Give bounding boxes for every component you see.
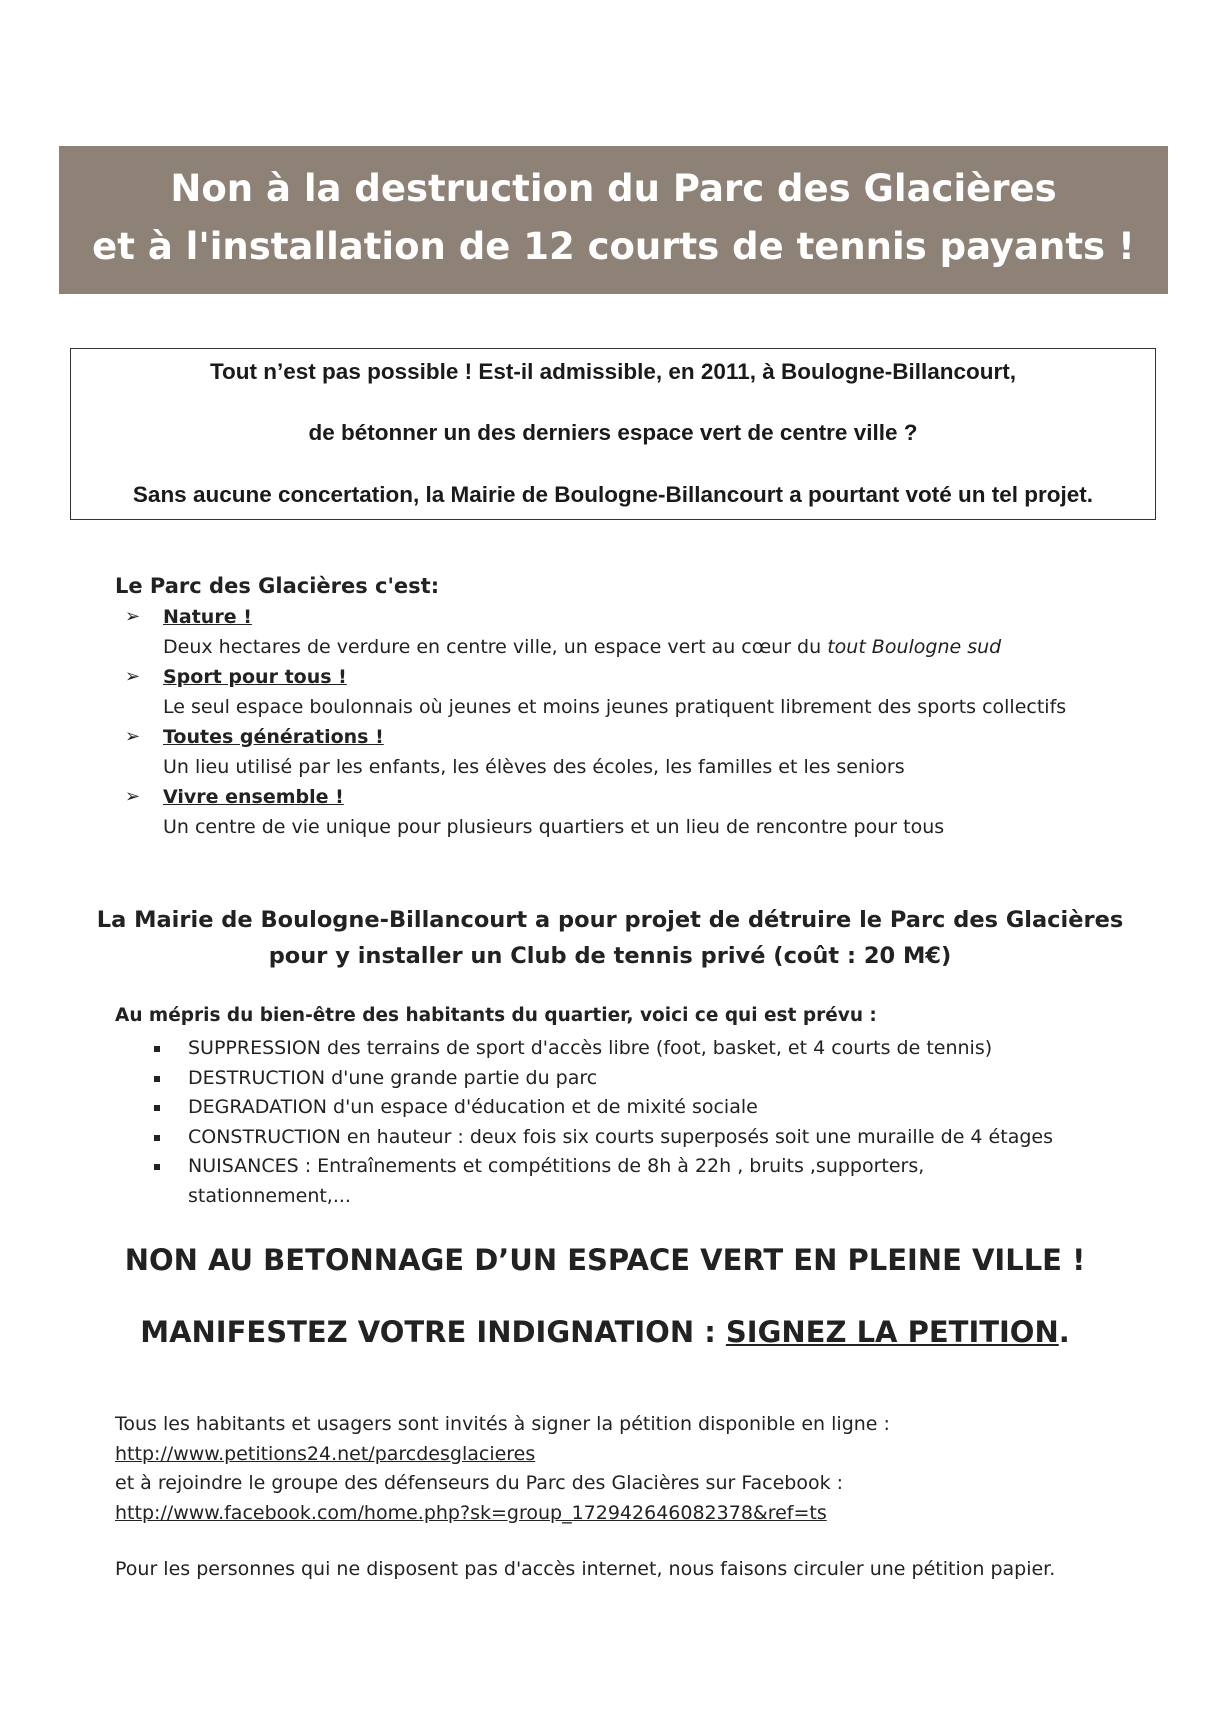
info-block <box>115 1410 890 1528</box>
park-section-title: Le Parc des Glacières c'est: <box>115 574 440 598</box>
feature-desc: Un centre de vie unique pour plusieurs quartiers et un lieu de rencontre pour tous <box>163 816 945 838</box>
intro-line2: de bétonner un des derniers espace vert de centre ville ? <box>308 420 918 445</box>
list-item: DEGRADATION d'un espace d'éducation et de mixité sociale <box>150 1093 1150 1123</box>
list-item: SUPPRESSION des terrains de sport d'accès libre (foot, basket, et 4 courts de tennis) <box>150 1034 1150 1064</box>
list-item: DESTRUCTION d'une grande partie du parc <box>150 1064 1150 1094</box>
sign-petition-link[interactable]: SIGNEZ LA PETITION <box>725 1315 1059 1349</box>
arrow-bullet-icon: ➢ <box>125 666 141 687</box>
feature-title: Nature ! <box>163 606 252 628</box>
slogan-line1: NON AU BETONNAGE D’UN ESPACE VERT EN PLEINE VILLE ! <box>124 1243 1086 1277</box>
list-item <box>125 666 1155 726</box>
list-item: CONSTRUCTION en hauteur : deux fois six courts superposés soit une muraille de 4 étages <box>150 1123 1150 1153</box>
slogan-line2: MANIFESTEZ VOTRE INDIGNATION : SIGNEZ LA PETITION. <box>140 1315 1070 1349</box>
plans-list <box>150 1034 1150 1211</box>
arrow-bullet-icon: ➢ <box>125 726 141 747</box>
feature-desc: Un lieu utilisé par les enfants, les élèves des écoles, les familles et les seniors <box>163 756 905 778</box>
project-statement <box>80 902 1140 974</box>
project-line2: pour y installer un Club de tennis privé (coût : 20 M€) <box>268 943 952 969</box>
banner-title-line2: et à l'installation de 12 courts de tennis payants ! <box>92 225 1135 268</box>
list-item <box>125 606 1155 666</box>
project-line1: La Mairie de Boulogne-Billancourt a pour projet de détruire le Parc des Glacières <box>96 907 1124 933</box>
square-bullet-icon <box>154 1135 160 1141</box>
facebook-link[interactable]: http://www.facebook.com/home.php?sk=group_172942646082378&ref=ts <box>115 1501 827 1524</box>
feature-title: Toutes générations ! <box>163 726 384 748</box>
intro-box <box>70 348 1156 520</box>
feature-title: Vivre ensemble ! <box>163 786 344 808</box>
square-bullet-icon <box>154 1164 160 1170</box>
square-bullet-icon <box>154 1105 160 1111</box>
list-item <box>125 726 1155 786</box>
info-text2: et à rejoindre le groupe des défenseurs du Parc des Glacières sur Facebook : <box>115 1472 844 1494</box>
square-bullet-icon <box>154 1076 160 1082</box>
intro-line3: Sans aucune concertation, la Mairie de Boulogne-Billancourt a pourtant voté un tel projet. <box>132 482 1094 507</box>
petition-link[interactable]: http://www.petitions24.net/parcdesglacieres <box>115 1442 536 1465</box>
square-bullet-icon <box>154 1046 160 1052</box>
plans-title: Au mépris du bien-être des habitants du quartier, voici ce qui est prévu : <box>115 1005 877 1026</box>
arrow-bullet-icon: ➢ <box>125 786 141 807</box>
feature-list <box>125 606 1155 846</box>
intro-line1: Tout n’est pas possible ! Est-il admissible, en 2011, à Boulogne-Billancourt, <box>209 359 1016 384</box>
arrow-bullet-icon: ➢ <box>125 606 141 627</box>
banner-title-line1: Non à la destruction du Parc des Glacières <box>170 167 1057 210</box>
title-banner <box>59 146 1168 294</box>
feature-desc: Le seul espace boulonnais où jeunes et moins jeunes pratiquent librement des sports collectifs <box>163 696 1067 718</box>
list-item: NUISANCES : Entraînements et compétitions de 8h à 22h , bruits ,supporters, stationnement,... <box>150 1152 1150 1211</box>
list-item <box>125 786 1155 846</box>
feature-title: Sport pour tous ! <box>163 666 347 688</box>
feature-desc: Deux hectares de verdure en centre ville, un espace vert au cœur du tout Boulogne sud <box>163 636 1002 658</box>
footer-note: Pour les personnes qui ne disposent pas d'accès internet, nous faisons circuler une pétition papier. <box>115 1558 1056 1580</box>
info-text1: Tous les habitants et usagers sont invités à signer la pétition disponible en ligne : <box>115 1413 890 1435</box>
